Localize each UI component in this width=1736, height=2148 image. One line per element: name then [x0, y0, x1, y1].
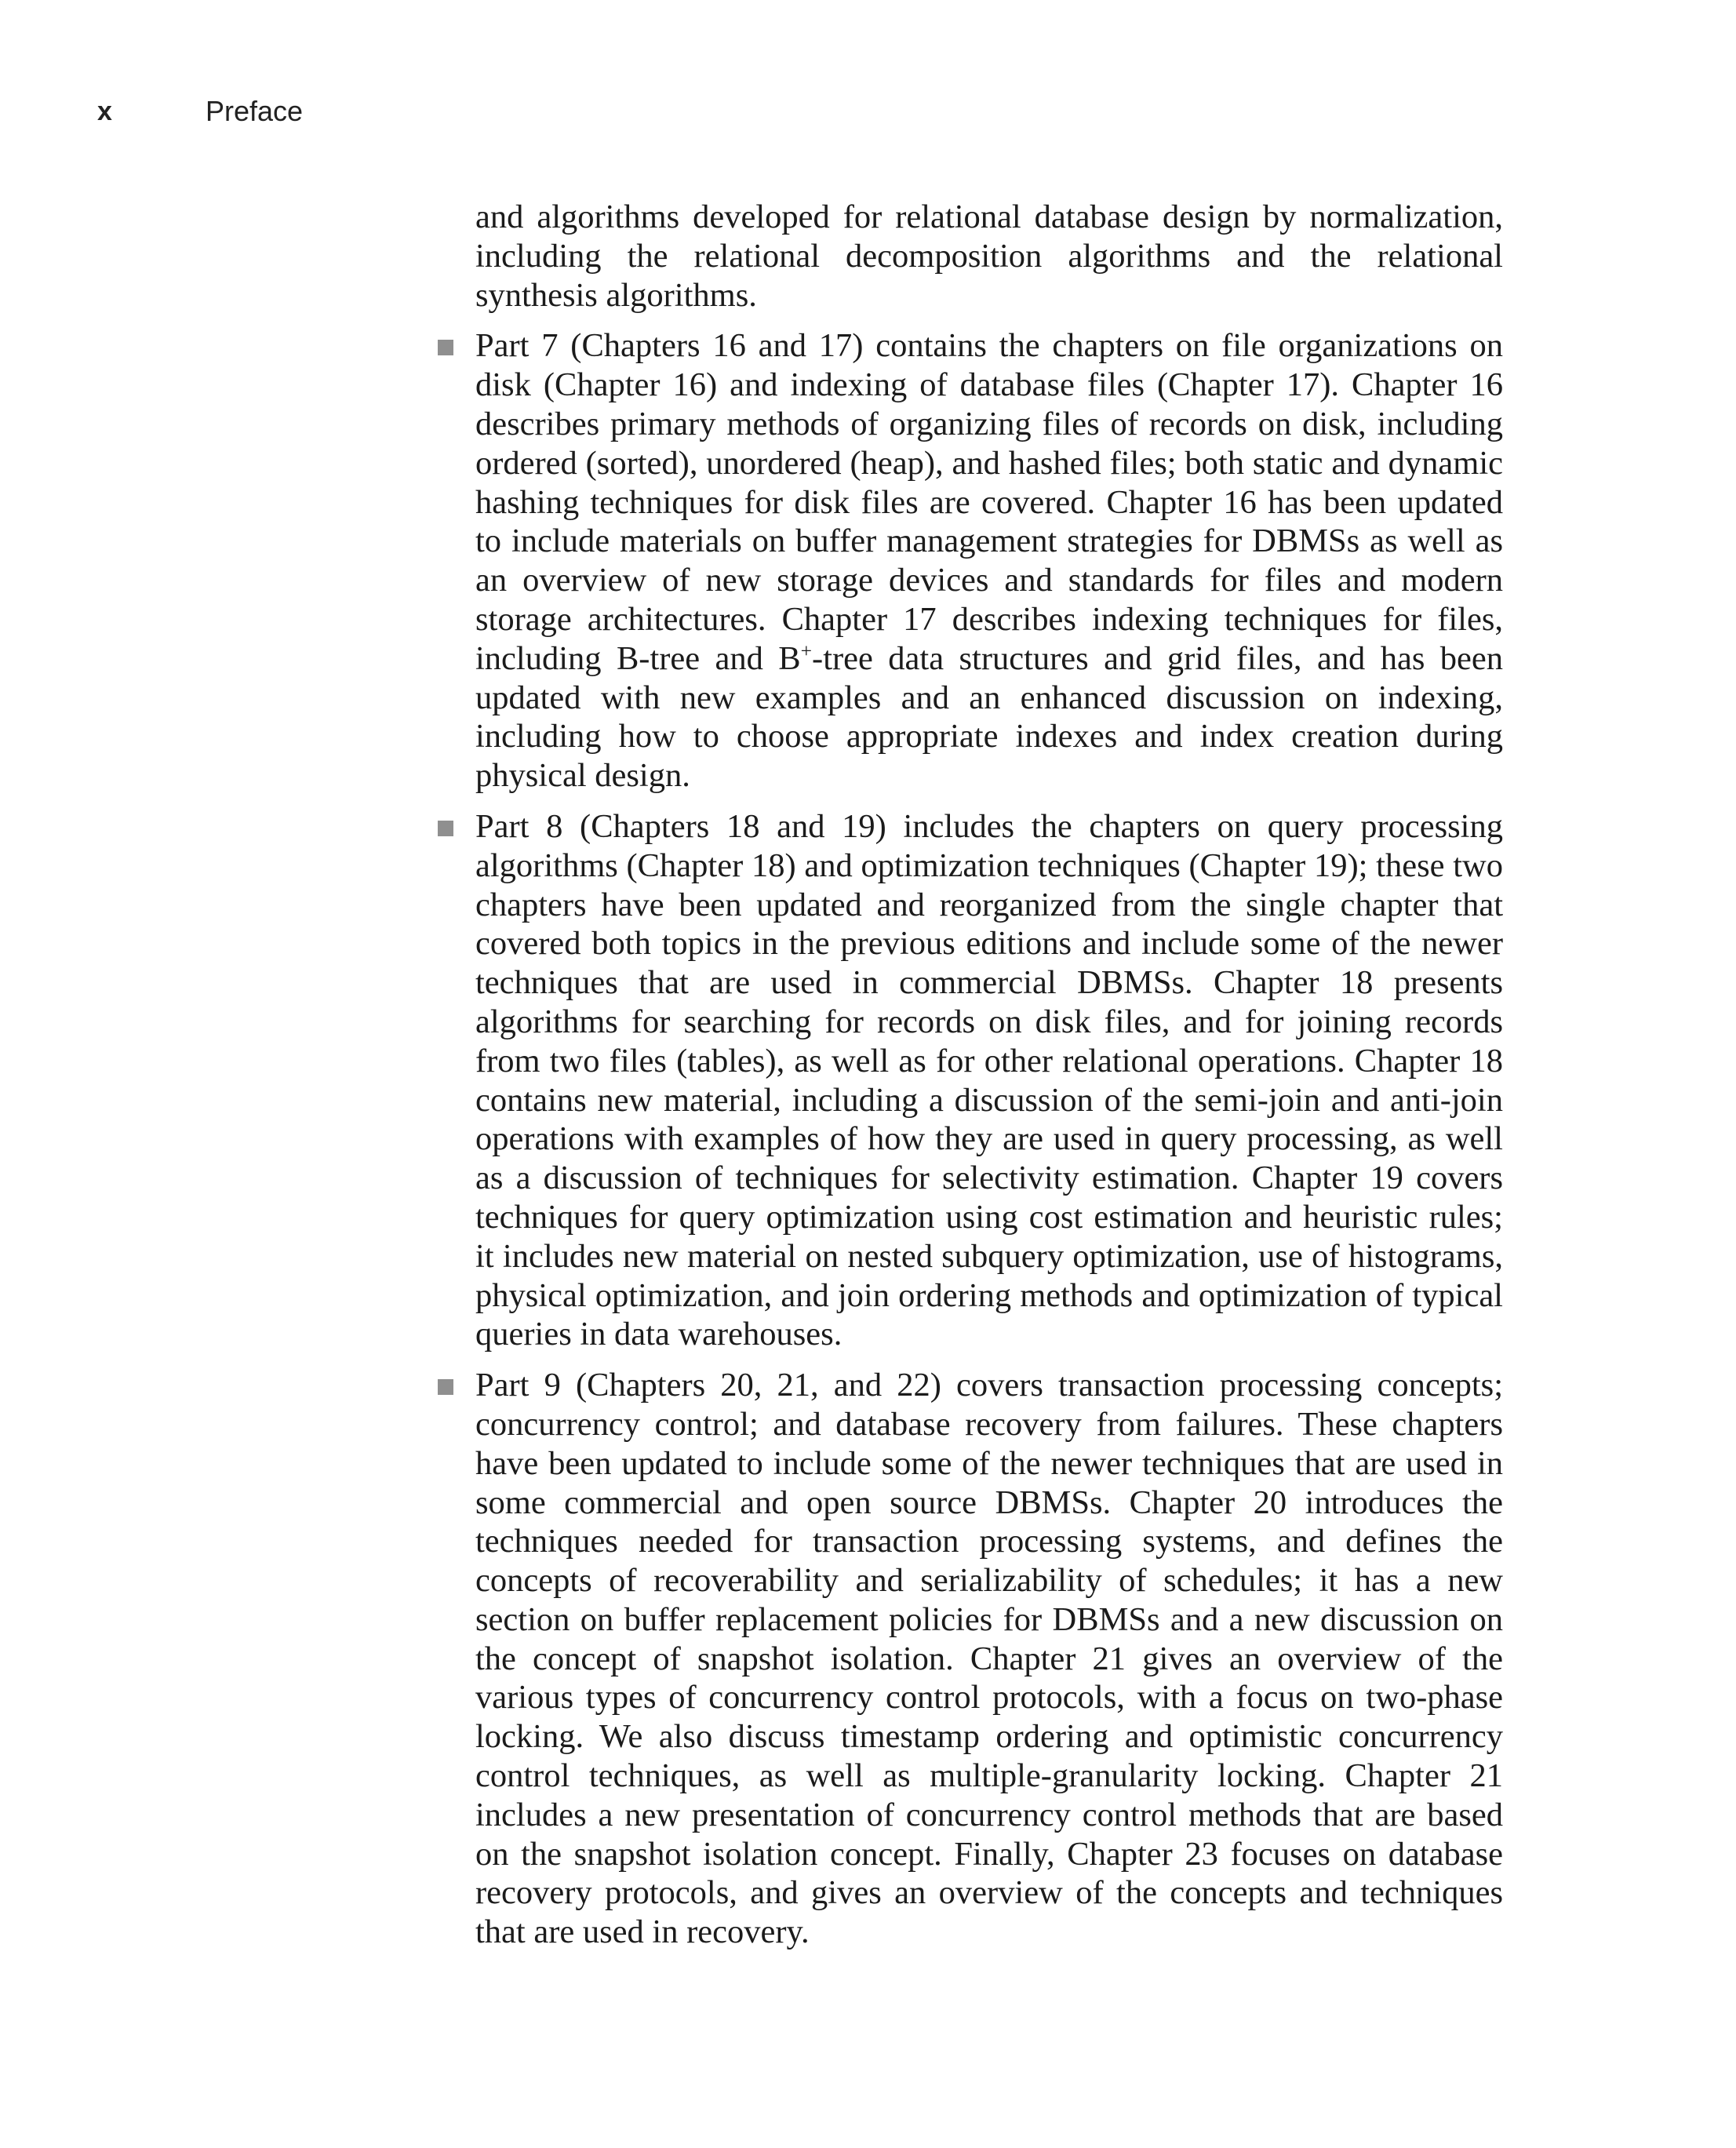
bullet-text [475, 326, 1503, 795]
square-bullet-icon [438, 1379, 453, 1395]
bullet-text-segment: -tree data structures and grid files, and has been updated with new examples and an enhanced discussion on indexing, including how to choose appropriate indexes and index creation during physical design. [475, 639, 1504, 795]
superscript-plus: + [800, 639, 813, 662]
continuation-paragraph: and algorithms developed for relational database design by normalization, including the relational decomposition algorithms and the relational synthesis algorithms. [475, 198, 1503, 314]
square-bullet-icon [438, 821, 453, 836]
bullet-text: Part 8 (Chapters 18 and 19) includes the chapters on query processing algorithms (Chapter 18) and optimization techniques (Chapter 19); these two chapters have been updated and reorganized from the single chapter that covered both topics in the previous editions and include some of the newer techniques that are used in commercial DBMSs. Chapter 18 presents algorithms for searching for records on disk files, and for joining records from two files (tables), as well as for other relational operations. Chapter 18 contains new material, including a discussion of the semi-join and anti-join operations with examples of how they are used in query processing, as well as a discussion of techniques for selectivity estimation. Chapter 19 covers techniques for query optimization using cost estimation and heuristic rules; it includes new material on nested subquery optimization, use of histograms, physical optimization, and join ordering methods and optimization of typical queries in data warehouses. [475, 807, 1503, 1353]
page-number: x [97, 96, 112, 126]
body-text [475, 198, 1503, 1952]
square-bullet-icon [438, 340, 453, 355]
bullet-text-segment: Part 7 (Chapters 16 and 17) contains the chapters on file organizations on disk (Chapter 16) and indexing of database files (Chapter 17). Chapter 16 describes primary methods of organizing files of records on disk, including ordered (sorted), unordered (heap), and hashed files; both static and dynamic hashing techniques for disk files are covered. Chapter 16 has been updated to include materials on buffer management strategies for DBMSs as well as an overview of new storage devices and standards for files and modern storage architectures. Chapter 17 describes indexing techniques for files, including B-tree and B [475, 327, 1503, 677]
running-head [97, 93, 303, 130]
running-title: Preface [206, 95, 304, 127]
bullet-item-part-7 [475, 326, 1503, 795]
bullet-item-part-8 [475, 807, 1503, 1354]
bullet-text: Part 9 (Chapters 20, 21, and 22) covers transaction processing concepts; concurrency control; and database recovery from failures. These chapters have been updated to include some of the newer techniques that are used in some commercial and open source DBMSs. Chapter 20 introduces the techniques needed for transaction processing systems, and defines the concepts of recoverability and serializability of schedules; it has a new section on buffer replacement policies for DBMSs and a new discussion on the concept of snapshot isolation. Chapter 21 gives an overview of the various types of concurrency control protocols, with a focus on two-phase locking. We also discuss timestamp ordering and optimistic concurrency control techniques, as well as multiple-granularity locking. Chapter 21 includes a new presentation of concurrency control methods that are based on the snapshot isolation concept. Finally, Chapter 23 focuses on database recovery protocols, and gives an overview of the concepts and techniques that are used in recovery. [475, 1367, 1503, 1951]
bullet-item-part-9 [475, 1366, 1503, 1952]
